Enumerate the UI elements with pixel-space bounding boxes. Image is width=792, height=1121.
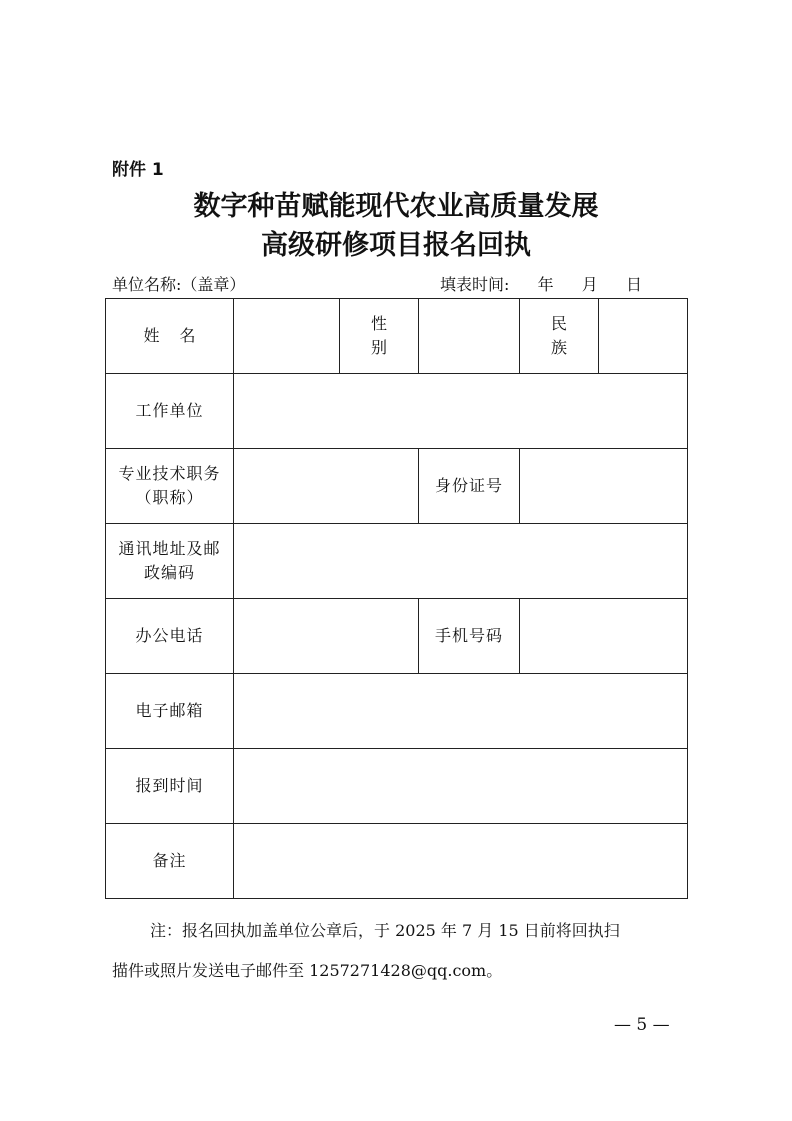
year-label: 年 — [537, 275, 554, 294]
professional-title-label-line1: 专业技术职务 — [118, 464, 221, 483]
mobile-label: 手机号码 — [419, 599, 520, 674]
table-row — [106, 449, 688, 524]
gender-field[interactable] — [419, 299, 520, 374]
id-number-field[interactable] — [520, 449, 688, 524]
gender-label: 性别 — [340, 299, 419, 374]
table-row — [106, 674, 688, 749]
professional-title-label — [106, 449, 234, 524]
document-title-line1: 数字种苗赋能现代农业高质量发展 — [193, 191, 599, 222]
table-row — [106, 599, 688, 674]
day-label: 日 — [626, 275, 643, 294]
name-label: 姓名 — [106, 299, 234, 374]
table-row — [106, 374, 688, 449]
document-title-line2: 高级研修项目报名回执 — [261, 230, 531, 261]
page-number: — 5 — — [614, 1015, 670, 1035]
remarks-field[interactable] — [234, 824, 688, 899]
address-label-line1: 通讯地址及邮 — [118, 539, 221, 558]
office-phone-label: 办公电话 — [106, 599, 234, 674]
registration-form-table — [105, 298, 688, 899]
arrival-time-field[interactable] — [234, 749, 688, 824]
email-label: 电子邮箱 — [106, 674, 234, 749]
professional-title-field[interactable] — [234, 449, 419, 524]
id-number-label: 身份证号 — [419, 449, 520, 524]
professional-title-label-line2: （职称） — [135, 488, 204, 507]
attachment-label: 附件 1 — [112, 160, 164, 180]
office-phone-field[interactable] — [234, 599, 419, 674]
name-field[interactable] — [234, 299, 340, 374]
email-field[interactable] — [234, 674, 688, 749]
remarks-label: 备注 — [106, 824, 234, 899]
work-unit-field[interactable] — [234, 374, 688, 449]
table-row — [106, 299, 688, 374]
mobile-field[interactable] — [520, 599, 688, 674]
note-line1: 注：报名回执加盖单位公章后，于 2025 年 7 月 15 日前将回执扫 — [150, 921, 620, 940]
arrival-time-label: 报到时间 — [106, 749, 234, 824]
address-label — [106, 524, 234, 599]
ethnicity-label: 民族 — [520, 299, 599, 374]
address-label-line2: 政编码 — [143, 563, 195, 582]
month-label: 月 — [581, 275, 598, 294]
unit-name-label: 单位名称:（盖章） — [112, 275, 246, 294]
address-field[interactable] — [234, 524, 688, 599]
fill-time-label: 填表时间: — [440, 275, 510, 294]
table-row — [106, 749, 688, 824]
table-row — [106, 824, 688, 899]
note-line2: 描件或照片发送电子邮件至 1257271428@qq.com。 — [112, 961, 503, 980]
table-row — [106, 524, 688, 599]
ethnicity-field[interactable] — [599, 299, 688, 374]
work-unit-label: 工作单位 — [106, 374, 234, 449]
fill-time — [440, 272, 642, 295]
